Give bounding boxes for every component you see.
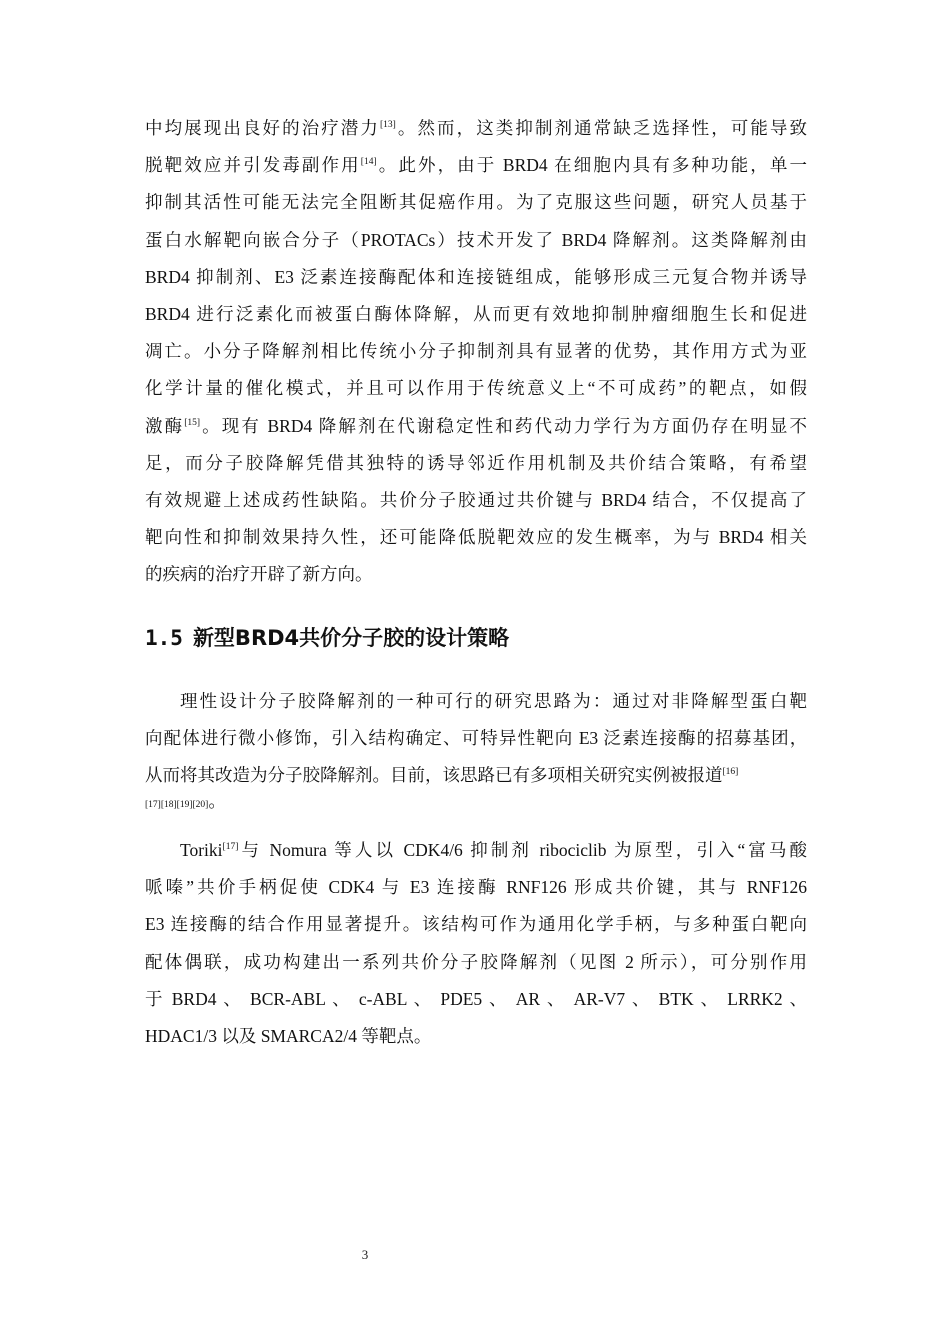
- text-line: BRD4 抑制剂、E3 泛素连接酶配体和连接链组成，能够形成三元复合物并诱导: [145, 266, 807, 287]
- text-line: 靶向性和抑制效果持久性，还可能降低脱靶效应的发生概率，为与 BRD4 相关: [145, 527, 807, 548]
- section-title: 新型BRD4共价分子胶的设计策略: [192, 626, 510, 650]
- text-line: 抑制其活性可能无法完全阻断其促癌作用。为了克服这些问题，研究人员基于: [145, 192, 807, 213]
- section-heading: [145, 622, 509, 652]
- text-span: 激酶: [145, 415, 185, 436]
- citation-ref: [17]: [222, 842, 239, 852]
- paragraph-design-strategy: [145, 683, 807, 815]
- paragraph-brd4-degraders: [145, 110, 807, 594]
- text-span: 。: [208, 790, 226, 811]
- text-line: 蛋白水解靶向嵌合分子（PROTACs）技术开发了 BRD4 降解剂。这类降解剂由: [145, 229, 807, 250]
- text-line: 有效规避上述成药性缺陷。共价分子胶通过共价键与 BRD4 结合，不仅提高了: [145, 490, 807, 511]
- citation-ref: [13]: [379, 120, 396, 130]
- text-span: 。此外，由于 BRD4 在细胞内具有多种功能，单一: [376, 155, 808, 176]
- text-line: [145, 408, 807, 445]
- text-line: BRD4 进行泛素化而被蛋白酶体降解，从而更有效地抑制肿瘤细胞生长和促进: [145, 304, 807, 325]
- text-line: 理性设计分子胶降解剂的一种可行的研究思路为：通过对非降解型蛋白靶: [180, 691, 807, 711]
- page-number: 3: [361, 1247, 369, 1262]
- text-span: 与 Nomura 等人以 CDK4/6 抑制剂 ribociclib 为原型，引入“富马酸: [238, 840, 807, 860]
- text-line: [145, 110, 807, 147]
- text-line: 足，而分子胶降解凭借其独特的诱导邻近作用机制及共价结合策略，有希望: [145, 452, 807, 473]
- text-line: 的疾病的治疗开辟了新方向。: [145, 564, 373, 585]
- section-number: 1.5: [145, 626, 183, 650]
- citation-ref: [16]: [722, 767, 739, 778]
- paragraph-toriki-nomura: [145, 832, 807, 1055]
- text-line: 向配体进行微小修饰，引入结构确定、可特异性靶向 E3 泛素连接酶的招募基团，: [145, 728, 807, 749]
- citation-ref: [14]: [360, 157, 377, 168]
- text-line: 配体偶联，成功构建出一系列共价分子胶降解剂（见图 2 所示），可分别作用: [145, 951, 807, 972]
- citation-ref: [15]: [184, 417, 201, 428]
- text-span: 中均展现出良好的治疗潜力: [145, 118, 380, 138]
- text-span: 脱靶效应并引发毒副作用: [145, 155, 361, 176]
- text-line: 凋亡。小分子降解剂相比传统小分子抑制剂具有显著的优势，其作用方式为亚: [145, 341, 807, 362]
- text-line: 哌嗪”共价手柄促使 CDK4 与 E3 连接酶 RNF126 形成共价键，其与 RNF126: [145, 877, 807, 898]
- text-line: [145, 147, 807, 184]
- text-span: 。现有 BRD4 降解剂在代谢稳定性和药代动力学行为方面仍存在明显不: [200, 415, 808, 436]
- text-span: Toriki: [180, 840, 223, 860]
- text-line: [145, 832, 807, 869]
- text-line: E3 连接酶的结合作用显著提升。该结构可作为通用化学手柄，与多种蛋白靶向: [145, 914, 807, 935]
- text-span: 从而将其改造为分子胶降解剂。目前，该思路已有多项相关研究实例被报道: [145, 765, 723, 786]
- citation-ref: [17][18][19][20]: [145, 799, 209, 810]
- text-line: [145, 757, 807, 794]
- text-span: 。然而，这类抑制剂通常缺乏选择性，可能导致: [395, 118, 808, 138]
- text-line: 化学计量的催化模式，并且可以作用于传统意义上“不可成药”的靶点，如假: [145, 378, 807, 399]
- text-line: 于 BRD4 、 BCR-ABL 、 c-ABL 、 PDE5 、 AR 、 AR-V7 、 BTK 、 LRRK2 、: [145, 988, 807, 1009]
- text-line: HDAC1/3 以及 SMARCA2/4 等靶点。: [145, 1026, 432, 1047]
